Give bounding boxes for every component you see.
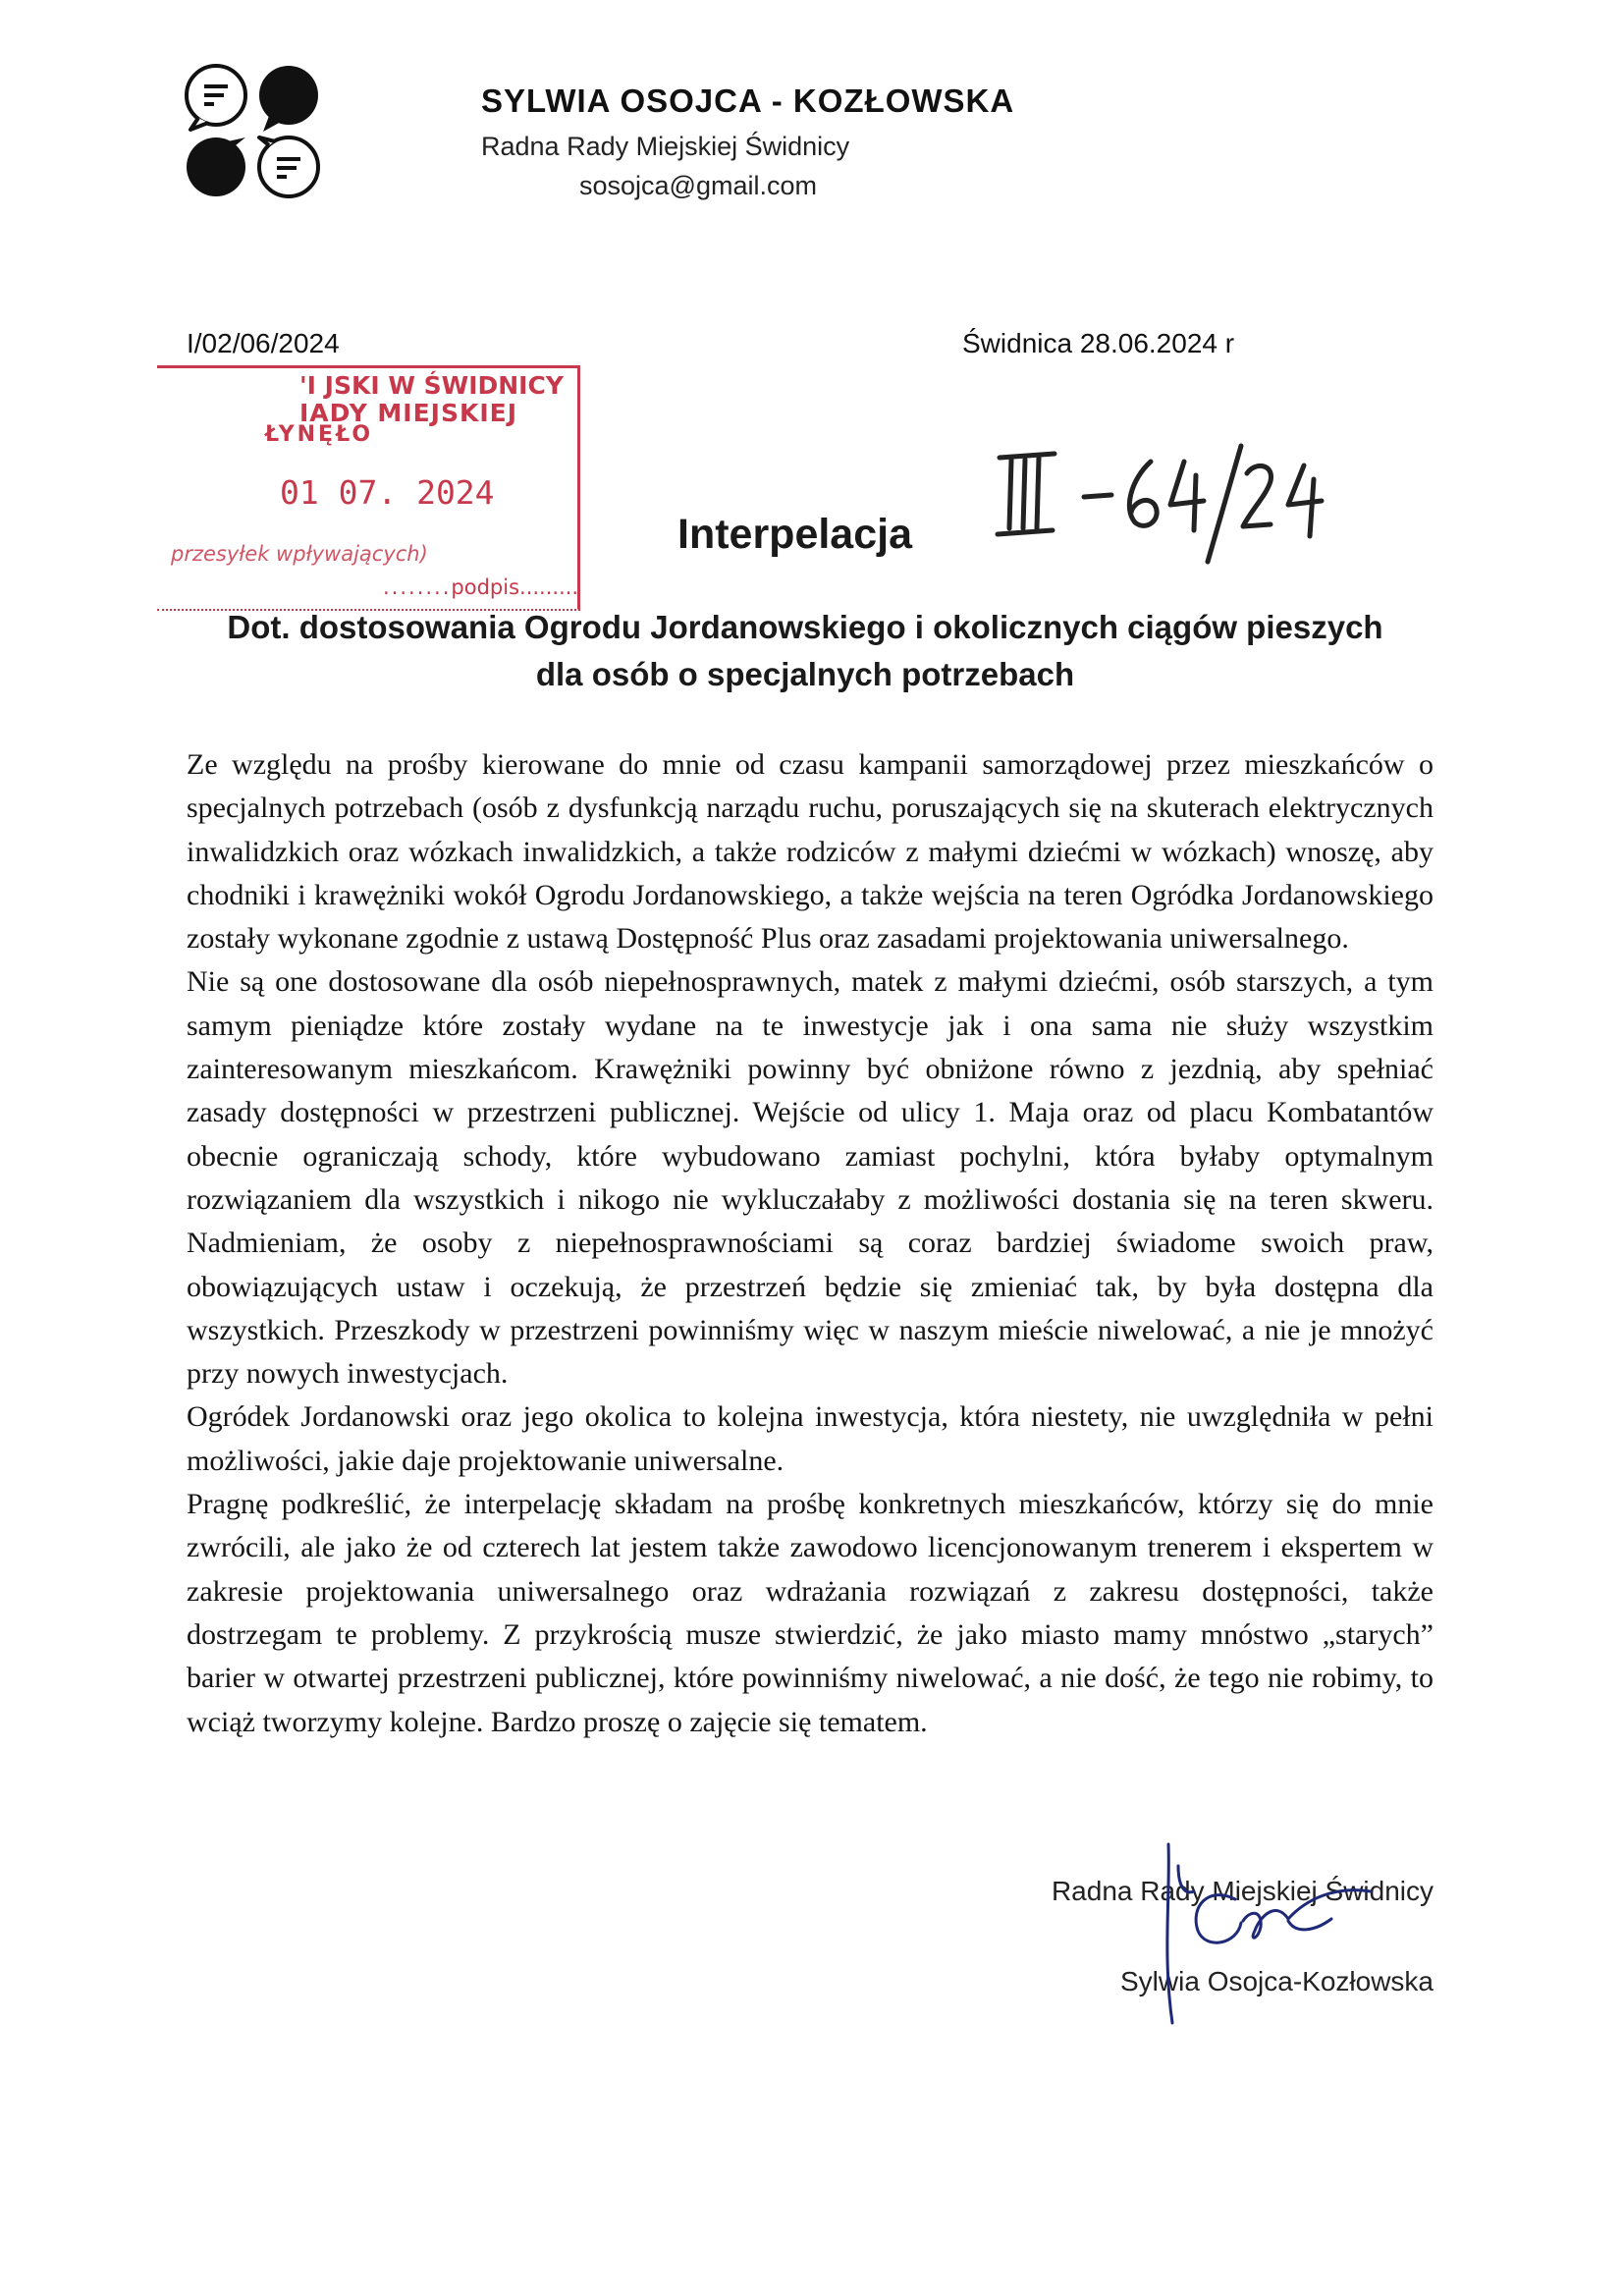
signature-name: Sylwia Osojca-Kozłowska [1120, 1966, 1434, 1996]
subject-line-1: Dot. dostosowania Ogrodu Jordanowskiego i okolicznych ciągów pieszych [227, 609, 1383, 645]
handwritten-case-number [994, 440, 1327, 568]
handwritten-signature [1139, 1836, 1414, 2033]
body-paragraph-1: Ze względu na prośby kierowane do mnie od czasu kampanii samorządowej przez mieszkańców o specjalnych potrzebach (osób z dysfunkcją narządu ruchu, poruszających się na skuterach elektrycznych inwalidzkich oraz wózkach inwalidzkich, a także rodziców z małymi dziećmi w wózkach) wnoszę, aby chodniki i krawężniki wokół Ogrodu Jordanowskiego, a także wejścia na teren Ogródka Jordanowskiego zostały wykonane zgodnie z ustawą Dostępność Plus oraz zasadami projektowania uniwersalnego. [187, 748, 1434, 956]
reference-number: I/02/06/2024 [187, 328, 340, 358]
signature-block [992, 1876, 1434, 2052]
signature-role: Radna Rady Miejskiej Świdnicy [1051, 1876, 1434, 1906]
document-title: Interpelacja [677, 511, 912, 558]
subject [147, 604, 1463, 698]
stamp-office-line: 'I JSKI W ŚWIDNICY [299, 371, 564, 400]
stamp-received-line: ŁYNĘŁO [265, 422, 374, 447]
author-role: Radna Rady Miejskiej Świdnicy [481, 132, 850, 161]
author-name: SYLWIA OSOJCA - KOZŁOWSKA [481, 82, 1015, 119]
subject-line-2: dla osób o specjalnych potrzebach [535, 656, 1075, 692]
body-paragraph-3: Ogródek Jordanowski oraz jego okolica to kolejna inwestycja, która niestety, nie uwzględniła w pełni możliwości, jakie daje projektowanie uniwersalne. [187, 1400, 1434, 1477]
place-and-date: Świdnica 28.06.2024 r [962, 328, 1235, 358]
stamp-signature-label: ........podpis......... [383, 575, 579, 599]
stamp-caption: przesyłek wpływających) [171, 542, 428, 566]
stamp-council-line: IADY MIEJSKIEJ [299, 399, 518, 427]
letter-body [187, 743, 1434, 1744]
body-paragraph-2: Nie są one dostosowane dla osób niepełnosprawnych, matek z małymi dziećmi, osób starszych, a tym samym pieniądze które zostały wydane na te inwestycje jak i ona sama nie służy wszystkim zainteresowanym mieszkańcom. Krawężniki powinny być obniżone równo z jezdnią, aby spełniać zasady dostępności w przestrzeni publicznej. Wejście od ulicy 1. Maja oraz od placu Kombatantów obecnie ograniczają schody, które wybudowano zamiast pochylni, która byłaby optymalnym rozwiązaniem dla wszystkich i nikogo nie wykluczałaby z możliwości dostania się na teren skweru. Nadmieniam, że osoby z niepełnosprawnościami są coraz bardziej świadome swoich praw, obowiązujących ustaw i oczekują, że przestrzeń będzie się zmieniać tak, by była dostępna dla wszystkich. Przeszkody w przestrzeni powinniśmy więc w naszym mieście niwelować, a nie je mnożyć przy nowych inwestycjach. [187, 965, 1434, 1391]
author-email: sosojca@gmail.com [579, 171, 817, 200]
stamp-sign-text: podpis [451, 575, 520, 599]
received-stamp [157, 365, 579, 611]
body-paragraph-4: Pragnę podkreślić, że interpelację składam na prośbę konkretnych mieszkańców, którzy się do mnie zwrócili, ale jako że od czterech lat jestem także zawodowo licencjonowanym trenerem i ekspertem w zakresie projektowania uniwersalnego oraz wdrażania rozwiązań z zakresu dostępności, także dostrzegam te problemy. Z przykrością musze stwierdzić, że jako miasto mamy mnóstwo „starych” barier w otwartej przestrzeni publicznej, które powinniśmy niwelować, a nie dość, że tego nie robimy, to wciąż tworzymy kolejne. Bardzo proszę o zajęcie się tematem. [187, 1488, 1434, 1738]
stamp-date: 01 07. 2024 [280, 473, 495, 512]
speech-bubbles-logo-icon [179, 61, 336, 203]
